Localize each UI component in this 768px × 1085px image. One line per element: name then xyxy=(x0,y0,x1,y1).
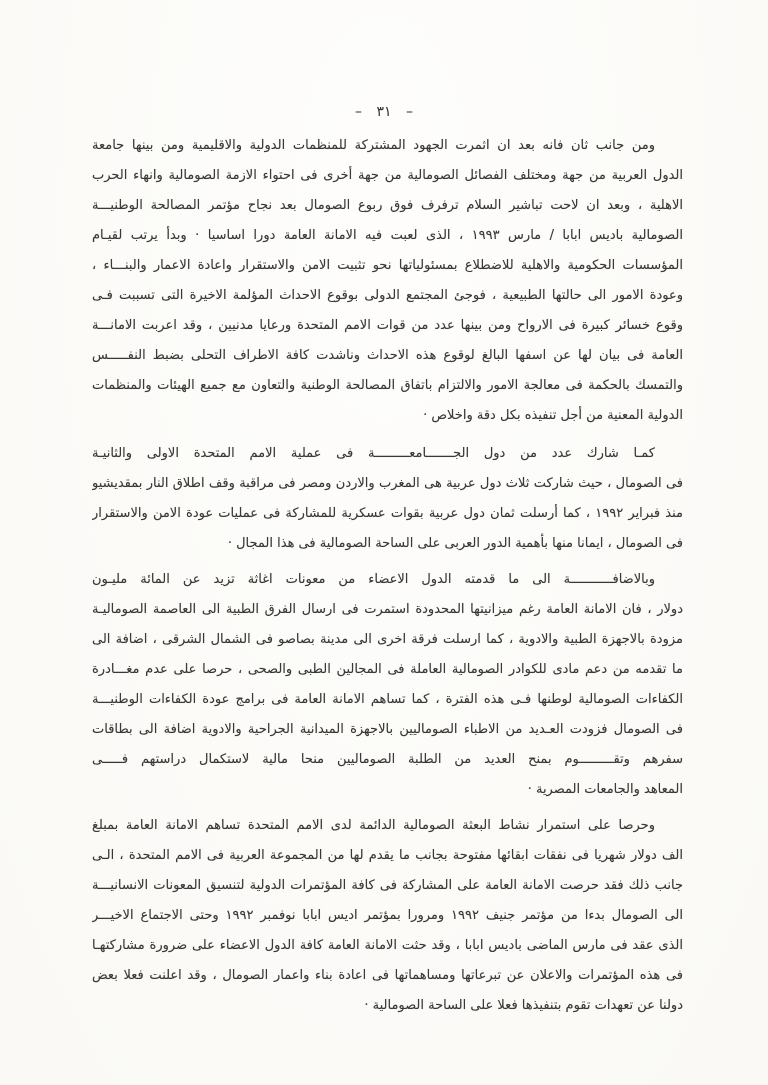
text-line: العامة فى بيان لها عن اسفها البالغ لوقوع هذه الاحداث وناشدت كافة الاطراف التحلى بضبط النفـــــس xyxy=(92,348,683,363)
text-line: الاهلية ، وبعد ان لاحت تباشير السلام ترفرف فوق ربوع الصومال بعد نجاح مؤتمر المصالحة الوطنيـــة xyxy=(92,198,683,213)
text-line: فى الصومال ، حيث شاركت ثلاث دول عربية هى المغرب والاردن ومصر فى مراقبة وقف اطلاق النار بمقديشيو xyxy=(92,476,683,491)
text-line: فى الصومال فزودت العـديد من الاطباء الصوماليين بالاجهزة الميدانية الجراحية والادوية اضافة الى بطاقات xyxy=(92,722,683,737)
text-line: دولنا عن تعهدات تقوم بتنفيذها فعلا على الساحة الصومالية · xyxy=(364,998,683,1013)
text-line: ما تقدمه من دعم مادى للكوادر الصومالية العاملة فى المجالين الطبى والصحى ، حرصا على عدم مغـــادرة xyxy=(92,662,683,677)
paragraph-1 xyxy=(92,131,683,431)
text-line: الف دولار شهريا فى نفقات ابقائها مفتوحة بجانب ما يقدم لها من المجموعة العربية فى الامم المتحدة ، الـى xyxy=(92,848,683,863)
text-line: وحرصا على استمرار نشاط البعثة الصومالية الدائمة لدى الامم المتحدة تساهم الامانة العامة بمبلغ xyxy=(92,818,655,833)
paragraph-2 xyxy=(92,439,683,559)
text-line: المعاهد والجامعات المصرية · xyxy=(527,782,683,797)
text-line: مزودة بالاجهزة الطبية والادوية ، كما ارسلت فرقة اخرى الى مدينة بصاصو فى الشمال الشرقى ، اضافة الى xyxy=(92,632,683,647)
text-line: الذى عقد فى مارس الماضى باديس ابابا ، وقد حثت الامانة العامة كافة الدول الاعضاء على ضرورة مشاركتهـا xyxy=(92,938,683,953)
document-body xyxy=(92,131,683,1021)
text-line: ومن جانب ثان فانه بعد ان اثمرت الجهود المشتركة للمنظمات الدولية والاقليمية ومن بينها جامعة xyxy=(92,138,655,153)
text-line: المؤسسات الحكومية والاهلية للاضطلاع بمسئولياتها نحو تثبيت الامن والاستقرار واعادة الاعمار والبنـــاء ، xyxy=(92,258,683,273)
text-line: جانب ذلك فقد حرصت الامانة العامة على المشاركة فى كافة المؤتمرات الدولية لتنسيق المعونات الانسانيـــة xyxy=(92,878,683,893)
text-line: منذ فبراير ١٩٩٢ ، كما أرسلت ثمان دول عربية بقوات عسكرية للمشاركة فى عمليات عودة الامن والاستقرار xyxy=(92,506,683,521)
text-line: الكفاءات الصومالية لوطنها فـى هذه الفترة ، كما تساهم الامانة العامة فى برامج عودة الكفاءات الوطنيـــة xyxy=(92,692,683,707)
text-line: الدولية المعنية من أجل تنفيذه بكل دقة واخلاص · xyxy=(423,408,683,423)
text-line: وقوع خسائر كبيرة فى الارواح ومن بينها عدد من قوات الامم المتحدة ورعايا مدنيين ، وقد اعربت الامانـــة xyxy=(92,318,683,333)
text-line: سفرهم وتقـــــــــوم بمنح العديد من الطلبة الصوماليين منحا مالية لاستكمال دراستهم فـــــى xyxy=(92,752,683,767)
text-line: كمـا شارك عدد من دول الجـــــــامعـــــــــة فى عملية الامم المتحدة الاولى والثانيـة xyxy=(92,446,655,461)
page-number: – ٣١ – xyxy=(355,104,413,120)
text-line: فى هذه المؤتمرات والاعلان عن تبرعاتها ومساهماتها فى اعادة بناء واعمار الصومال ، وقد اعلنت فعلا بعض xyxy=(92,968,683,983)
text-line: دولار ، فان الامانة العامة رغم ميزانيتها المحدودة استمرت فى ارسال الفرق الطبية الى العاصمة الصوماليـة xyxy=(92,602,683,617)
text-line: وبالاضافـــــــــــة الى ما قدمته الدول الاعضاء من معونات اغاثة تزيد عن المائة مليـون xyxy=(92,572,655,587)
text-line: الصومالية باديس ابابا / مارس ١٩٩٣ ، الذى لعبت فيه الامانة العامة دورا اساسيا · وبدأ يرتب لقيـام xyxy=(92,228,683,243)
text-line: وعودة الامور الى حالتها الطبيعية ، فوجئ المجتمع الدولى بوقوع الاحداث المؤلمة الاخيرة التى تسببت فـى xyxy=(92,288,683,303)
text-line: فى الصومال ، ايمانا منها بأهمية الدور العربى على الساحة الصومالية فى هذا المجال · xyxy=(227,536,683,551)
text-line: الدول العربية من جهة ومختلف الفصائل الصومالية من جهة أخرى فى احتواء الازمة الصومالية وانهاء الحرب xyxy=(92,168,683,183)
paragraph-4 xyxy=(92,811,683,1021)
text-line: والتمسك بالحكمة فى معالجة الامور والالتزام باتفاق المصالحة الوطنية والتعاون مع جميع الهيئات والمنظمات xyxy=(92,378,683,393)
text-line: الى الصومال بدءا من مؤتمر جنيف ١٩٩٢ ومرورا بمؤتمر اديس ابابا نوفمبر ١٩٩٢ وحتى الاجتماع الاخيـــر xyxy=(92,908,683,923)
paragraph-3 xyxy=(92,565,683,805)
